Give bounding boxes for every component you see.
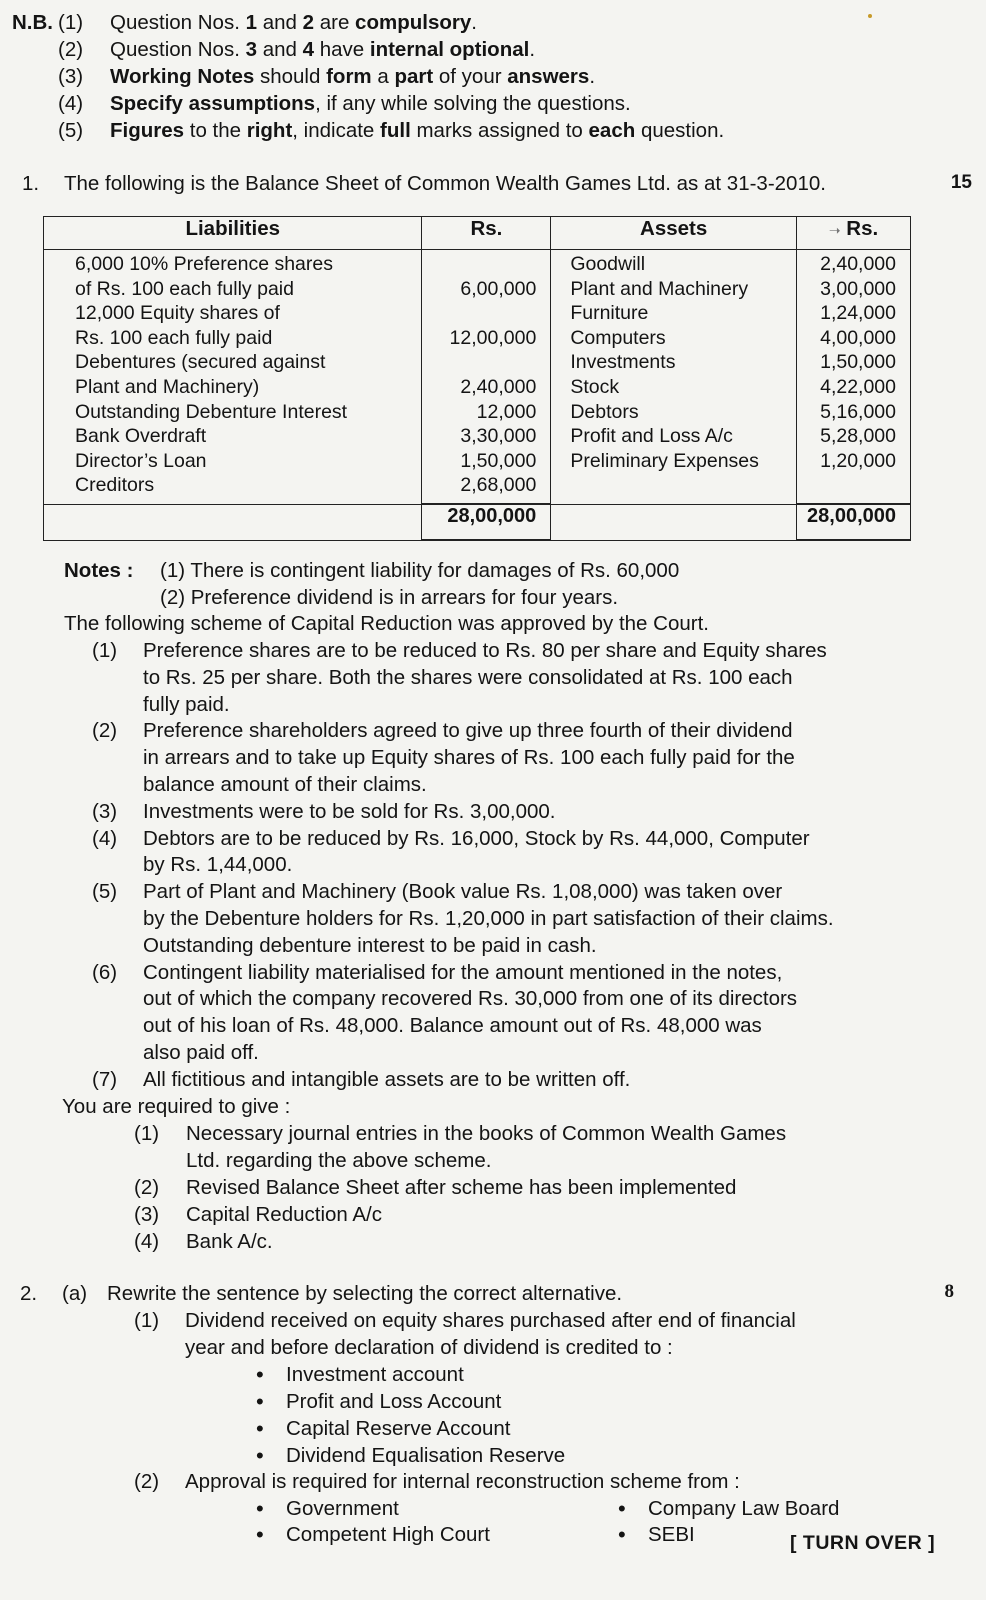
- required-intro: You are required to give :: [62, 1095, 291, 1118]
- scheme-item-number: (6): [92, 960, 118, 984]
- liability-amount: 12,000: [476, 400, 537, 423]
- header-rs-liabilities: Rs.: [422, 217, 551, 250]
- scheme-item-number: (7): [92, 1067, 118, 1091]
- q1-number: 1.: [22, 172, 40, 195]
- asset-item: Debtors: [570, 400, 639, 423]
- nb-item-number: (1): [58, 11, 84, 34]
- liability-item: Bank Overdraft: [75, 425, 207, 448]
- nb-item-number: (2): [58, 38, 84, 61]
- required-item-line: Ltd. regarding the above scheme.: [186, 1149, 492, 1172]
- q2-sub1-option: • Dividend Equalisation Reserve: [286, 1442, 565, 1469]
- balance-sheet-table: [43, 216, 911, 541]
- liability-amount: 6,00,000: [460, 277, 537, 300]
- nb-item-text: Question Nos. 1 and 2 are compulsory.: [110, 11, 477, 34]
- q2-part: (a): [62, 1282, 88, 1305]
- total-assets-spacer: [551, 504, 797, 540]
- scheme-item-line: Part of Plant and Machinery (Book value Rs. 1,08,000) was taken over: [143, 880, 783, 904]
- scheme-item-line: by Rs. 1,44,000.: [143, 853, 293, 877]
- nb-item-number: (5): [58, 119, 84, 142]
- total-liabilities: 28,00,000: [422, 504, 551, 540]
- q2-sub2-text: Approval is required for internal reconstruction scheme from :: [185, 1470, 740, 1493]
- scheme-item-line: Contingent liability materialised for the amount mentioned in the notes,: [143, 960, 783, 984]
- asset-amount: 3,00,000: [820, 277, 896, 300]
- liability-amount: 1,50,000: [460, 449, 537, 472]
- q1-marks: 15: [950, 172, 972, 193]
- required-item-number: (3): [134, 1203, 160, 1226]
- scheme-item-line: Debtors are to be reduced by Rs. 16,000, Stock by Rs. 44,000, Computer: [143, 826, 810, 850]
- nb-label: N.B.: [12, 11, 53, 34]
- scheme-item-number: (4): [92, 826, 118, 850]
- q2-sub1-line-1: Dividend received on equity shares purchased after end of financial: [185, 1309, 796, 1332]
- scheme-item-line: fully paid.: [143, 692, 230, 716]
- liability-amount: [422, 301, 536, 326]
- asset-item: Goodwill: [570, 253, 646, 275]
- liability-amount: 2,68,000: [460, 474, 537, 497]
- assets-amounts-column: [797, 250, 911, 505]
- asset-amount: 1,24,000: [820, 302, 896, 325]
- header-liabilities: Liabilities: [44, 217, 422, 250]
- liability-item: Debentures (secured against: [75, 351, 326, 374]
- q2-sub1-option: • Capital Reserve Account: [286, 1415, 510, 1442]
- liability-amount: [422, 252, 536, 277]
- asset-amount: 2,40,000: [820, 253, 896, 275]
- scheme-item-line: Preference shares are to be reduced to Rs. 80 per share and Equity shares: [143, 639, 827, 662]
- scheme-item-line: also paid off.: [143, 1041, 259, 1064]
- liability-amount: [422, 350, 536, 375]
- asset-amount: 5,16,000: [820, 400, 896, 423]
- liability-amount: 2,40,000: [460, 375, 537, 398]
- asset-item: Preliminary Expenses: [570, 449, 759, 472]
- header-assets: Assets: [551, 217, 797, 250]
- nb-item-number: (3): [58, 65, 84, 88]
- scheme-item-line: in arrears and to take up Equity shares of Rs. 100 each fully paid for the: [143, 746, 795, 770]
- required-item-number: (4): [134, 1230, 160, 1253]
- q2-sub1-line-2: year and before declaration of dividend is credited to :: [185, 1336, 673, 1359]
- asset-amount: 4,00,000: [820, 326, 896, 349]
- total-liab-spacer: [44, 504, 422, 540]
- notes-label: Notes :: [64, 559, 134, 582]
- liabilities-column: [44, 250, 422, 505]
- asset-item: Furniture: [570, 302, 649, 325]
- scheme-item-line: out of his loan of Rs. 48,000. Balance amount out of Rs. 48,000 was: [143, 1014, 762, 1038]
- liability-item: Rs. 100 each fully paid: [75, 326, 273, 349]
- ink-dot: [868, 14, 872, 18]
- required-item-line: Revised Balance Sheet after scheme has been implemented: [186, 1176, 737, 1199]
- required-item-line: Bank A/c.: [186, 1230, 273, 1253]
- q2-intro: Rewrite the sentence by selecting the correct alternative.: [107, 1282, 623, 1305]
- scheme-item-line: by the Debenture holders for Rs. 1,20,000 in part satisfaction of their claims.: [143, 907, 834, 930]
- scheme-item-line: to Rs. 25 per share. Both the shares were consolidated at Rs. 100 each: [143, 665, 793, 689]
- note-1: (1) There is contingent liability for damages of Rs. 60,000: [160, 559, 680, 582]
- nb-item-text: Question Nos. 3 and 4 have internal optional.: [110, 38, 536, 61]
- scheme-item-number: (3): [92, 799, 118, 823]
- scheme-intro: The following scheme of Capital Reduction was approved by the Court.: [64, 612, 709, 635]
- liability-item: Director’s Loan: [75, 449, 207, 472]
- q2-sub2-option: • Company Law Board: [648, 1495, 839, 1522]
- header-rs-assets: ➝ Rs.: [797, 217, 911, 250]
- scheme-item-line: Outstanding debenture interest to be paid in cash.: [143, 933, 597, 957]
- q2-sub2-option: • SEBI: [648, 1521, 695, 1548]
- q2-marks: 8: [944, 1281, 954, 1302]
- scheme-item-line: Investments were to be sold for Rs. 3,00,000.: [143, 799, 556, 823]
- nb-item-text: Specify assumptions, if any while solving the questions.: [110, 92, 631, 115]
- asset-amount: 1,50,000: [820, 351, 896, 374]
- asset-amount: 4,22,000: [820, 375, 896, 398]
- required-item-number: (1): [134, 1122, 160, 1145]
- required-item-line: Capital Reduction A/c: [186, 1203, 383, 1226]
- asset-item: Profit and Loss A/c: [570, 425, 733, 448]
- note-2: (2) Preference dividend is in arrears for four years.: [160, 586, 619, 609]
- nb-item-text: Working Notes should form a part of your answers.: [110, 65, 596, 88]
- liability-item: Outstanding Debenture Interest: [75, 400, 348, 423]
- q2-sub2-number: (2): [134, 1470, 160, 1493]
- scheme-item-line: Preference shareholders agreed to give up three fourth of their dividend: [143, 719, 793, 743]
- nb-item-text: Figures to the right, indicate full marks assigned to each question.: [110, 119, 725, 142]
- scheme-item-number: (5): [92, 880, 118, 904]
- liability-item: Creditors: [75, 474, 155, 497]
- q2-sub1-number: (1): [134, 1309, 160, 1332]
- required-item-line: Necessary journal entries in the books of Common Wealth Games: [186, 1122, 787, 1145]
- q1-intro: The following is the Balance Sheet of Common Wealth Games Ltd. as at 31-3-2010.: [64, 172, 826, 195]
- scheme-item-line: All fictitious and intangible assets are to be written off.: [143, 1067, 631, 1091]
- required-item-number: (2): [134, 1176, 160, 1199]
- q2-sub1-option: • Investment account: [286, 1361, 464, 1388]
- scheme-item-line: out of which the company recovered Rs. 30,000 from one of its directors: [143, 987, 798, 1011]
- liability-amount: 3,30,000: [460, 425, 537, 448]
- q2-number: 2.: [20, 1282, 38, 1305]
- asset-item: Stock: [570, 375, 620, 398]
- liability-item: 6,000 10% Preference shares: [75, 253, 333, 275]
- liabilities-amounts-column: [422, 250, 551, 505]
- total-assets: 28,00,000: [797, 504, 911, 540]
- asset-item: Computers: [570, 326, 666, 349]
- asset-item: Plant and Machinery: [570, 277, 749, 300]
- liability-item: 12,000 Equity shares of: [75, 302, 280, 325]
- liability-item: Plant and Machinery): [75, 375, 260, 398]
- q2-sub2-option: • Competent High Court: [286, 1521, 490, 1548]
- assets-column: [551, 250, 797, 505]
- turn-over-label: [ TURN OVER ]: [790, 1532, 936, 1554]
- scheme-item-number: (1): [92, 639, 118, 662]
- asset-amount: 1,20,000: [820, 449, 896, 472]
- liability-amount: 12,00,000: [449, 326, 537, 349]
- asset-item: Investments: [570, 351, 676, 374]
- q2-sub2-option: • Government: [286, 1495, 399, 1522]
- scheme-item-line: balance amount of their claims.: [143, 773, 427, 796]
- q2-sub1-option: • Profit and Loss Account: [286, 1388, 501, 1415]
- nb-item-number: (4): [58, 92, 84, 115]
- asset-amount: 5,28,000: [820, 425, 896, 448]
- liability-item: of Rs. 100 each fully paid: [75, 277, 294, 300]
- scheme-item-number: (2): [92, 719, 118, 743]
